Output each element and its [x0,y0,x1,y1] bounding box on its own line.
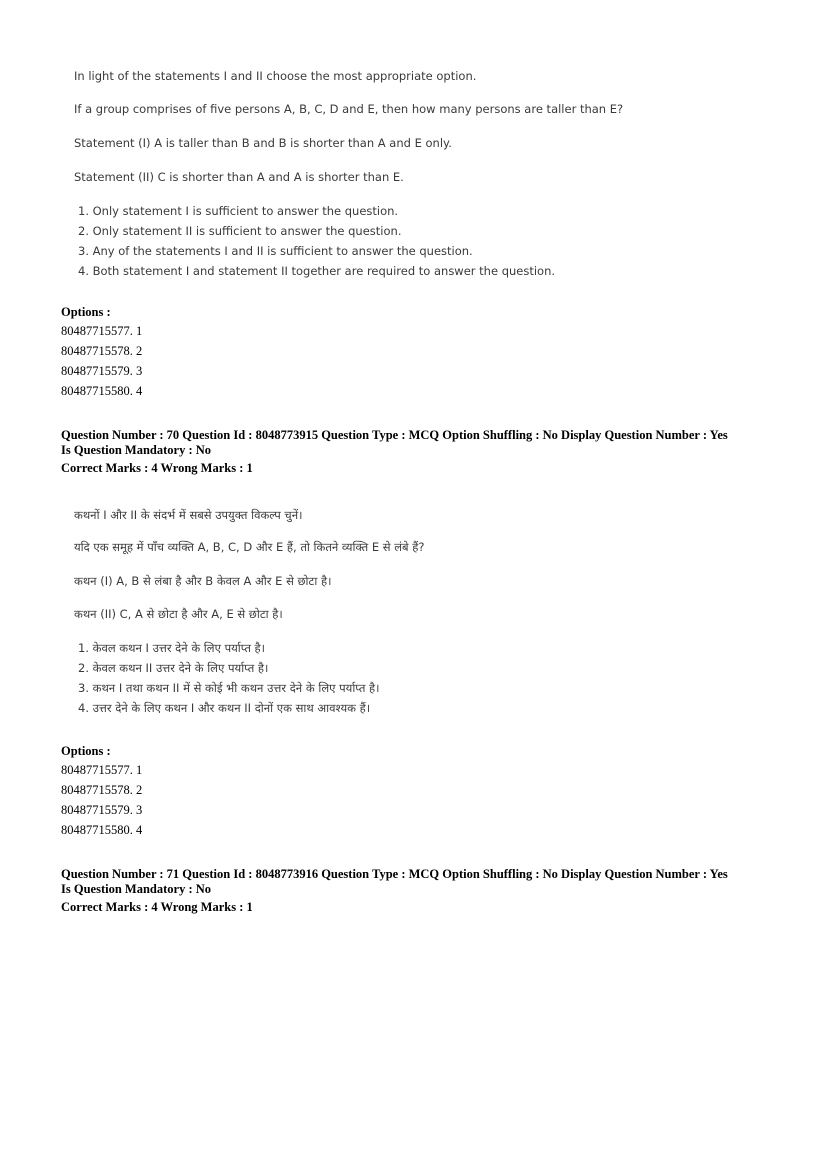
question-marks: Correct Marks : 4 Wrong Marks : 1 [61,900,253,914]
statement-one: कथन (I) A, B से लंबा है और B केवल A और E से छोटा है। [74,574,332,588]
option-item: 80487715579. 3 [61,803,143,817]
option-item: 80487715578. 2 [61,344,143,358]
choice-1: 1. Only statement I is sufficient to answer the question. [78,204,399,218]
option-item: 80487715580. 4 [61,384,143,398]
statement-two: Statement (II) C is shorter than A and A is shorter than E. [74,170,404,184]
question-mandatory: Is Question Mandatory : No [61,882,212,896]
question-intro: कथनों I और II के संदर्भ में सबसे उपयुक्त विकल्प चुनें। [74,508,303,522]
question-image-english [60,60,660,290]
question-meta: Question Number : 70 Question Id : 8048773915 Question Type : MCQ Option Shuffling : No Display Question Number : Yes [61,428,728,442]
option-item: 80487715578. 2 [61,783,143,797]
choice-2: 2. Only statement II is sufficient to answer the question. [78,224,402,238]
question-meta: Question Number : 71 Question Id : 8048773916 Question Type : MCQ Option Shuffling : No Display Question Number : Yes [61,867,728,881]
question-mandatory: Is Question Mandatory : No [61,443,212,457]
option-item: 80487715577. 1 [61,324,143,338]
statement-one: Statement (I) A is taller than B and B is shorter than A and E only. [74,136,452,150]
option-item: 80487715577. 1 [61,763,143,777]
option-item: 80487715579. 3 [61,364,143,378]
question-image-hindi [60,500,660,730]
question-text: यदि एक समूह में पाँच व्यक्ति A, B, C, D और E हैं, तो कितने व्यक्ति E से लंबे हैं? [74,540,425,554]
options-heading: Options : [61,305,111,319]
option-item: 80487715580. 4 [61,823,143,837]
options-heading: Options : [61,744,111,758]
statement-two: कथन (II) C, A से छोटा है और A, E से छोटा है। [74,607,283,621]
choice-4: 4. उत्तर देने के लिए कथन I और कथन II दोनों एक साथ आवश्यक हैं। [78,701,371,715]
question-marks: Correct Marks : 4 Wrong Marks : 1 [61,461,253,475]
question-intro: In light of the statements I and II choose the most appropriate option. [74,69,477,83]
choice-3: 3. कथन I तथा कथन II में से कोई भी कथन उत्तर देने के लिए पर्याप्त है। [78,681,380,695]
choice-1: 1. केवल कथन I उत्तर देने के लिए पर्याप्त है। [78,641,265,655]
question-text: If a group comprises of five persons A, B, C, D and E, then how many persons are taller than E? [74,102,624,116]
choice-2: 2. केवल कथन II उत्तर देने के लिए पर्याप्त है। [78,661,269,675]
choice-3: 3. Any of the statements I and II is sufficient to answer the question. [78,244,473,258]
choice-4: 4. Both statement I and statement II together are required to answer the question. [78,264,556,278]
